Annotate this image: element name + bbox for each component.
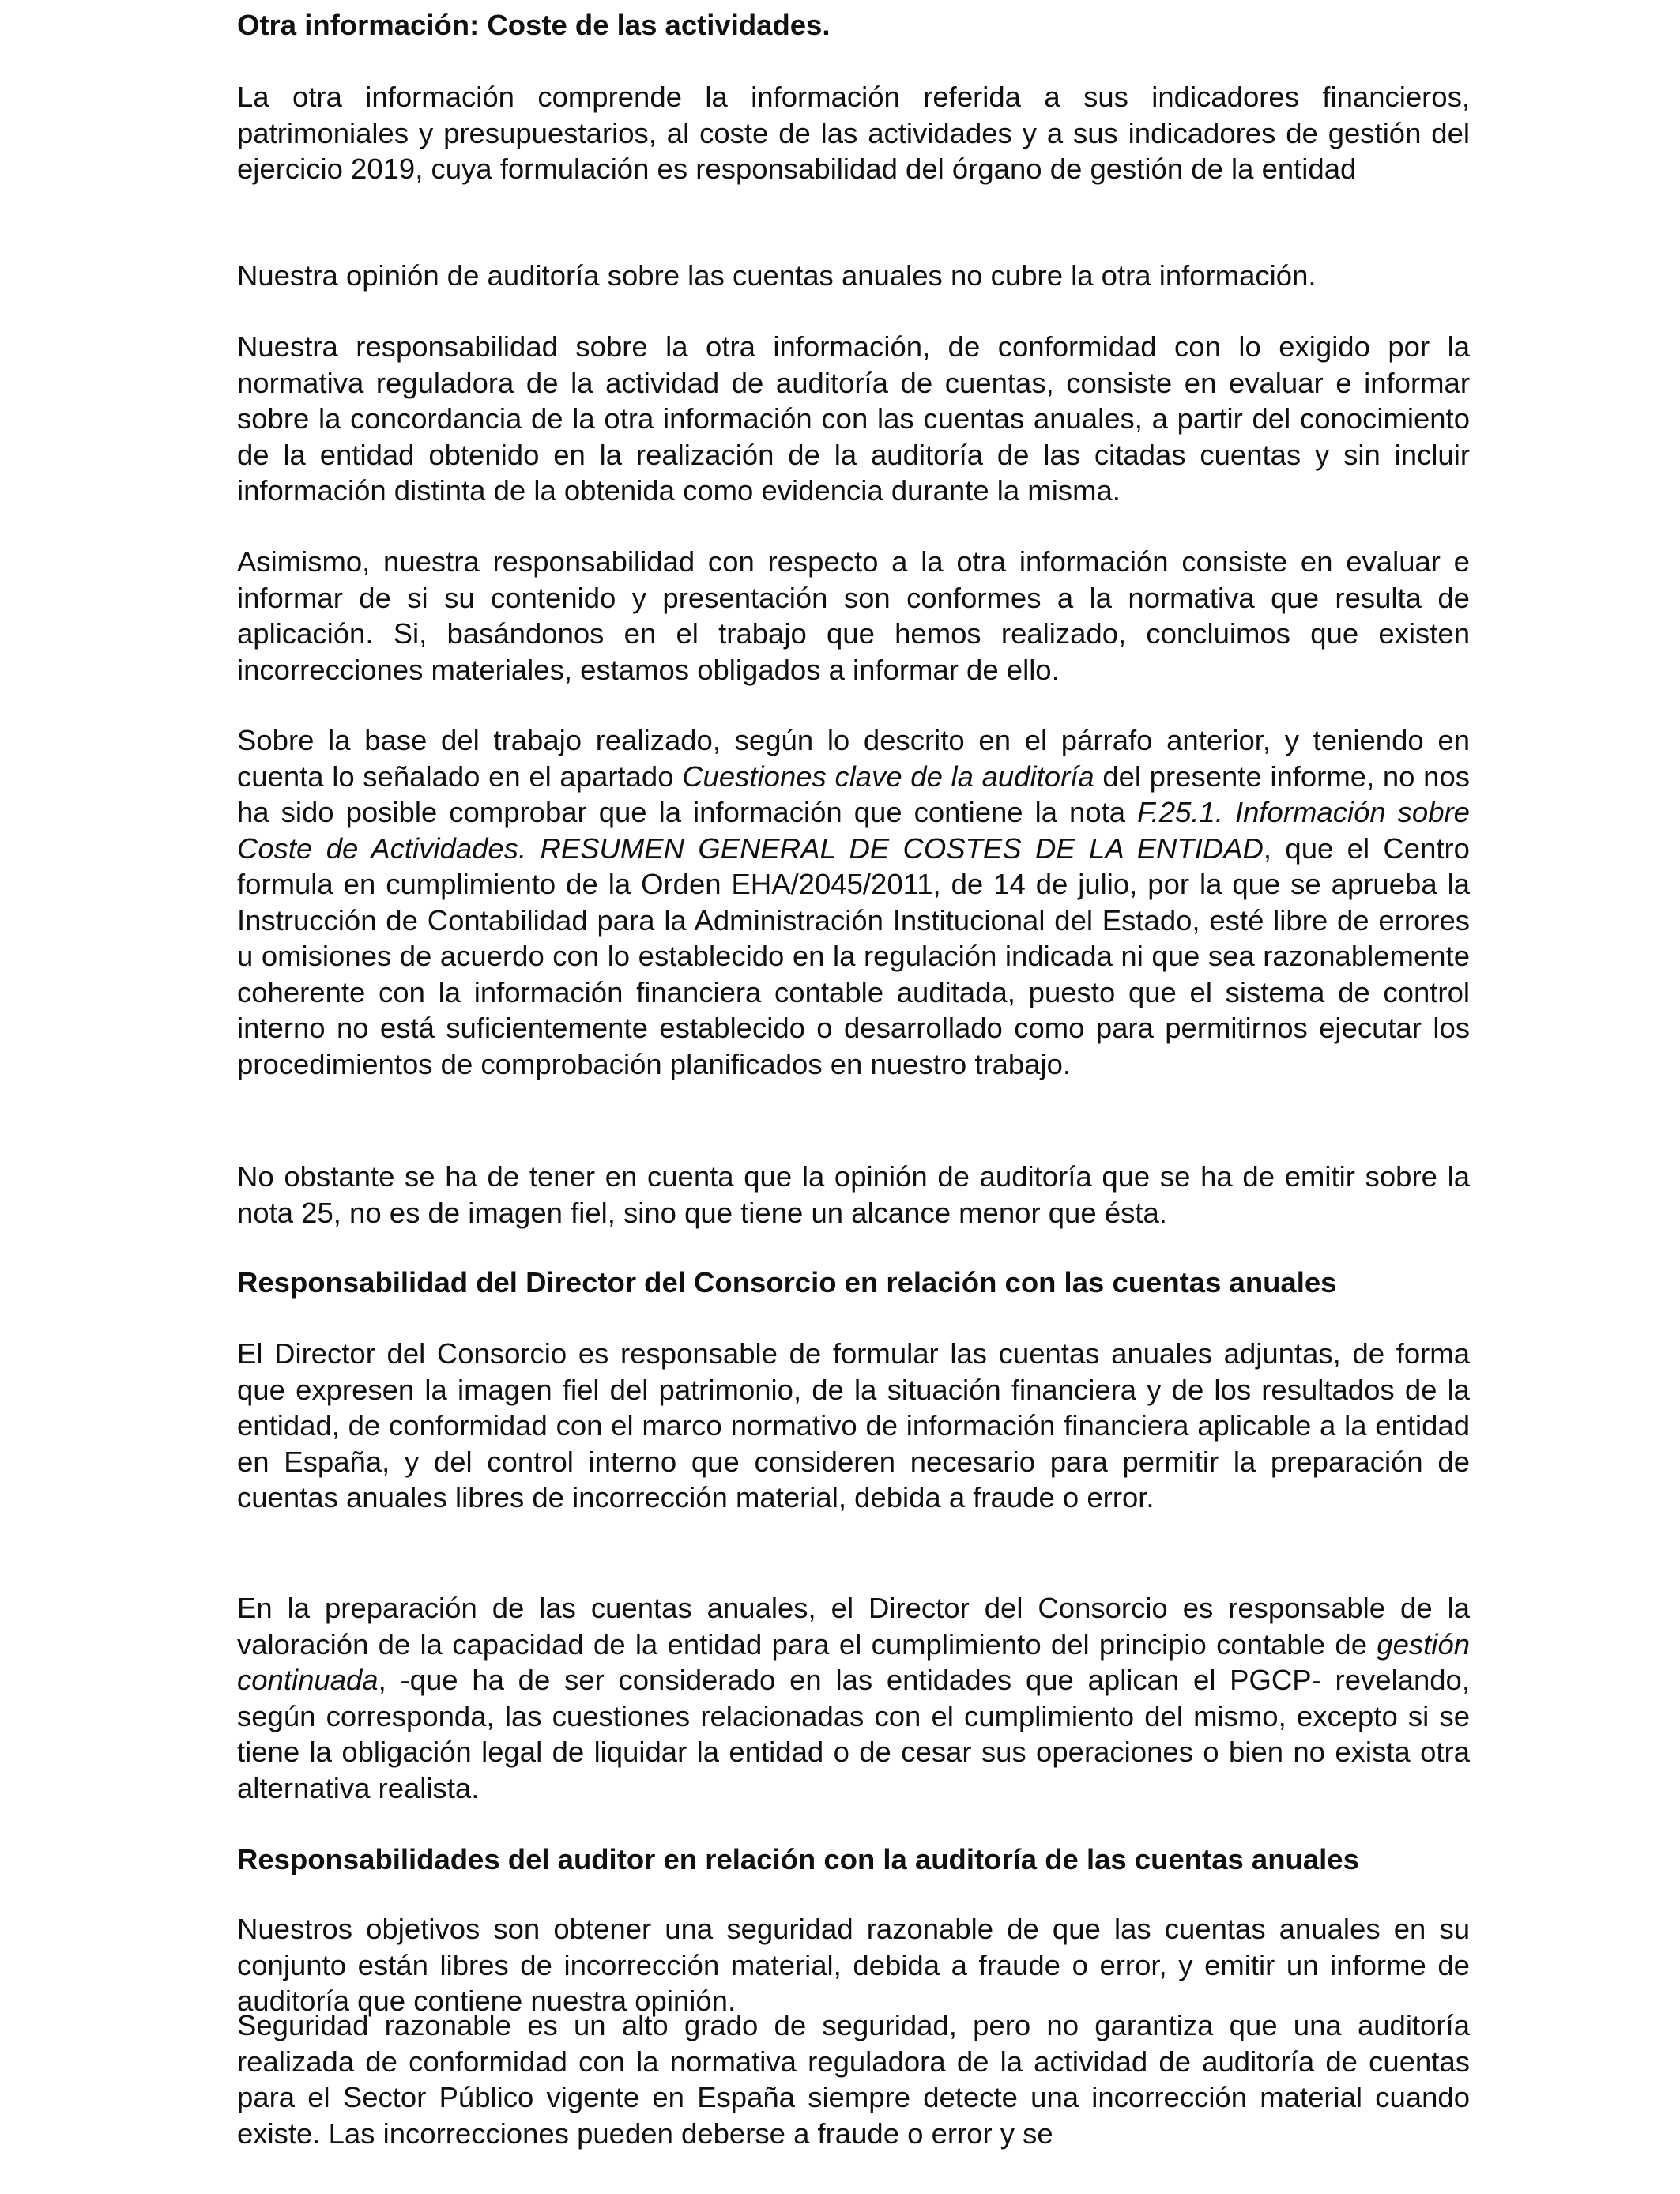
text-run: Sobre la base del trabajo realizado, según lo descrito en el párrafo anterior, y teniendo en cuenta lo señalado en el apartado [237,724,1470,793]
paragraph-our-responsibility: Nuestra responsabilidad sobre la otra información, de conformidad con lo exigido por la normativa reguladora de la actividad de auditoría de cuentas, consiste en evaluar e informar sobre la concordancia de la otra información con las cuentas anuales, a partir del conocimiento de la entidad obtenido en la realización de la auditoría de las citadas cuentas y sin incluir información distinta de la obtenida como evidencia durante la misma. [237,330,1470,507]
section-title: Otra información: Coste de las actividades. [237,9,831,41]
paragraph-going-concern [237,1590,1470,1806]
paragraph-evaluate-content: Asimismo, nuestra responsabilidad con respecto a la otra información consiste en evaluar e informar de si su contenido y presentación son conformes a la normativa que resulta de aplicación. Si, basándonos en el trabajo que hemos realizado, concluimos que existen incorrecciones materiales, estamos obligados a informar de ello. [237,545,1470,686]
heading-director-responsibility: Responsabilidad del Director del Consorcio en relación con las cuentas anuales [237,1266,1337,1299]
text-run: del presente informe, no nos ha sido posible comprobar que la información que contiene la nota [237,760,1470,828]
paragraph-auditor-objectives: Nuestros objetivos son obtener una seguridad razonable de que las cuentas anuales en su conjunto están libres de incorrección material, debida a fraude o error, y emitir un informe de auditoría que contiene nuestra opinión. [237,1913,1470,2017]
italic-text-run: F.25.1. Información sobre Coste de Actividades. RESUMEN GENERAL DE COSTES DE LA ENTIDAD [237,796,1470,865]
heading-auditor-responsibility: Responsabilidades del auditor en relación con la auditoría de las cuentas anuales [237,1843,1359,1875]
paragraph-director-duties: El Director del Consorcio es responsable de formular las cuentas anuales adjuntas, de forma que expresen la imagen fiel del patrimonio, de la situación financiera y de los resultados de la entidad, de conformidad con el marco normativo de información financiera aplicable a la entidad en España, y del control interno que consideren necesario para permitir la preparación de cuentas anuales libres de incorrección material, debida a fraude o error. [237,1337,1470,1514]
italic-text-run: Cuestiones clave de la auditoría [682,760,1094,793]
text-run: , que el Centro formula en cumplimiento de la Orden EHA/2045/2011, de 14 de julio, por la que se aprueba la Instrucción de Contabilidad para la Administración Institucional del Estado, esté libre de errores u omisiones de acuerdo con lo establecido en la regulación indicada ni que sea razonablemente coherente con la información financiera contable auditada, puesto que el sistema de control interno no está suficientemente establecido o desarrollado como para permitirnos ejecutar los procedimientos de comprobación planificados en nuestro trabajo. [237,831,1470,1080]
text-run: En la preparación de las cuentas anuales, el Director del Consorcio es responsable de la valoración de la capacidad de la entidad para el cumplimiento del principio contable de [237,1592,1470,1661]
text-run: , -que ha de ser considerado en las entidades que aplican el PGCP- revelando, según corresponda, las cuestiones relacionadas con el cumplimiento del mismo, excepto si se tiene la obligación legal de liquidar la entidad o de cesar sus operaciones o bien no exista otra alternativa realista. [237,1664,1470,1804]
paragraph-reasonable-assurance: Seguridad razonable es un alto grado de seguridad, pero no garantiza que una auditoría realizada de conformidad con la normativa reguladora de la actividad de auditoría de cuentas para el Sector Público vigente en España siempre detecte una incorrección material cuando existe. Las incorrecciones pueden deberse a fraude o error y se [237,2009,1470,2150]
paragraph-other-information: La otra información comprende la información referida a sus indicadores financieros, patrimoniales y presupuestarios, al coste de las actividades y a sus indicadores de gestión del ejercicio 2019, cuya formulación es responsabilidad del órgano de gestión de la entidad [237,81,1470,185]
paragraph-opinion-scope: Nuestra opinión de auditoría sobre las cuentas anuales no cubre la otra información. [237,259,1317,292]
paragraph-cost-note-conclusion [237,722,1470,1082]
italic-text-run: gestión continuada [237,1627,1470,1696]
paragraph-note-25-scope: No obstante se ha de tener en cuenta que la opinión de auditoría que se ha de emitir sobre la nota 25, no es de imagen fiel, sino que tiene un alcance menor que ésta. [237,1160,1470,1229]
